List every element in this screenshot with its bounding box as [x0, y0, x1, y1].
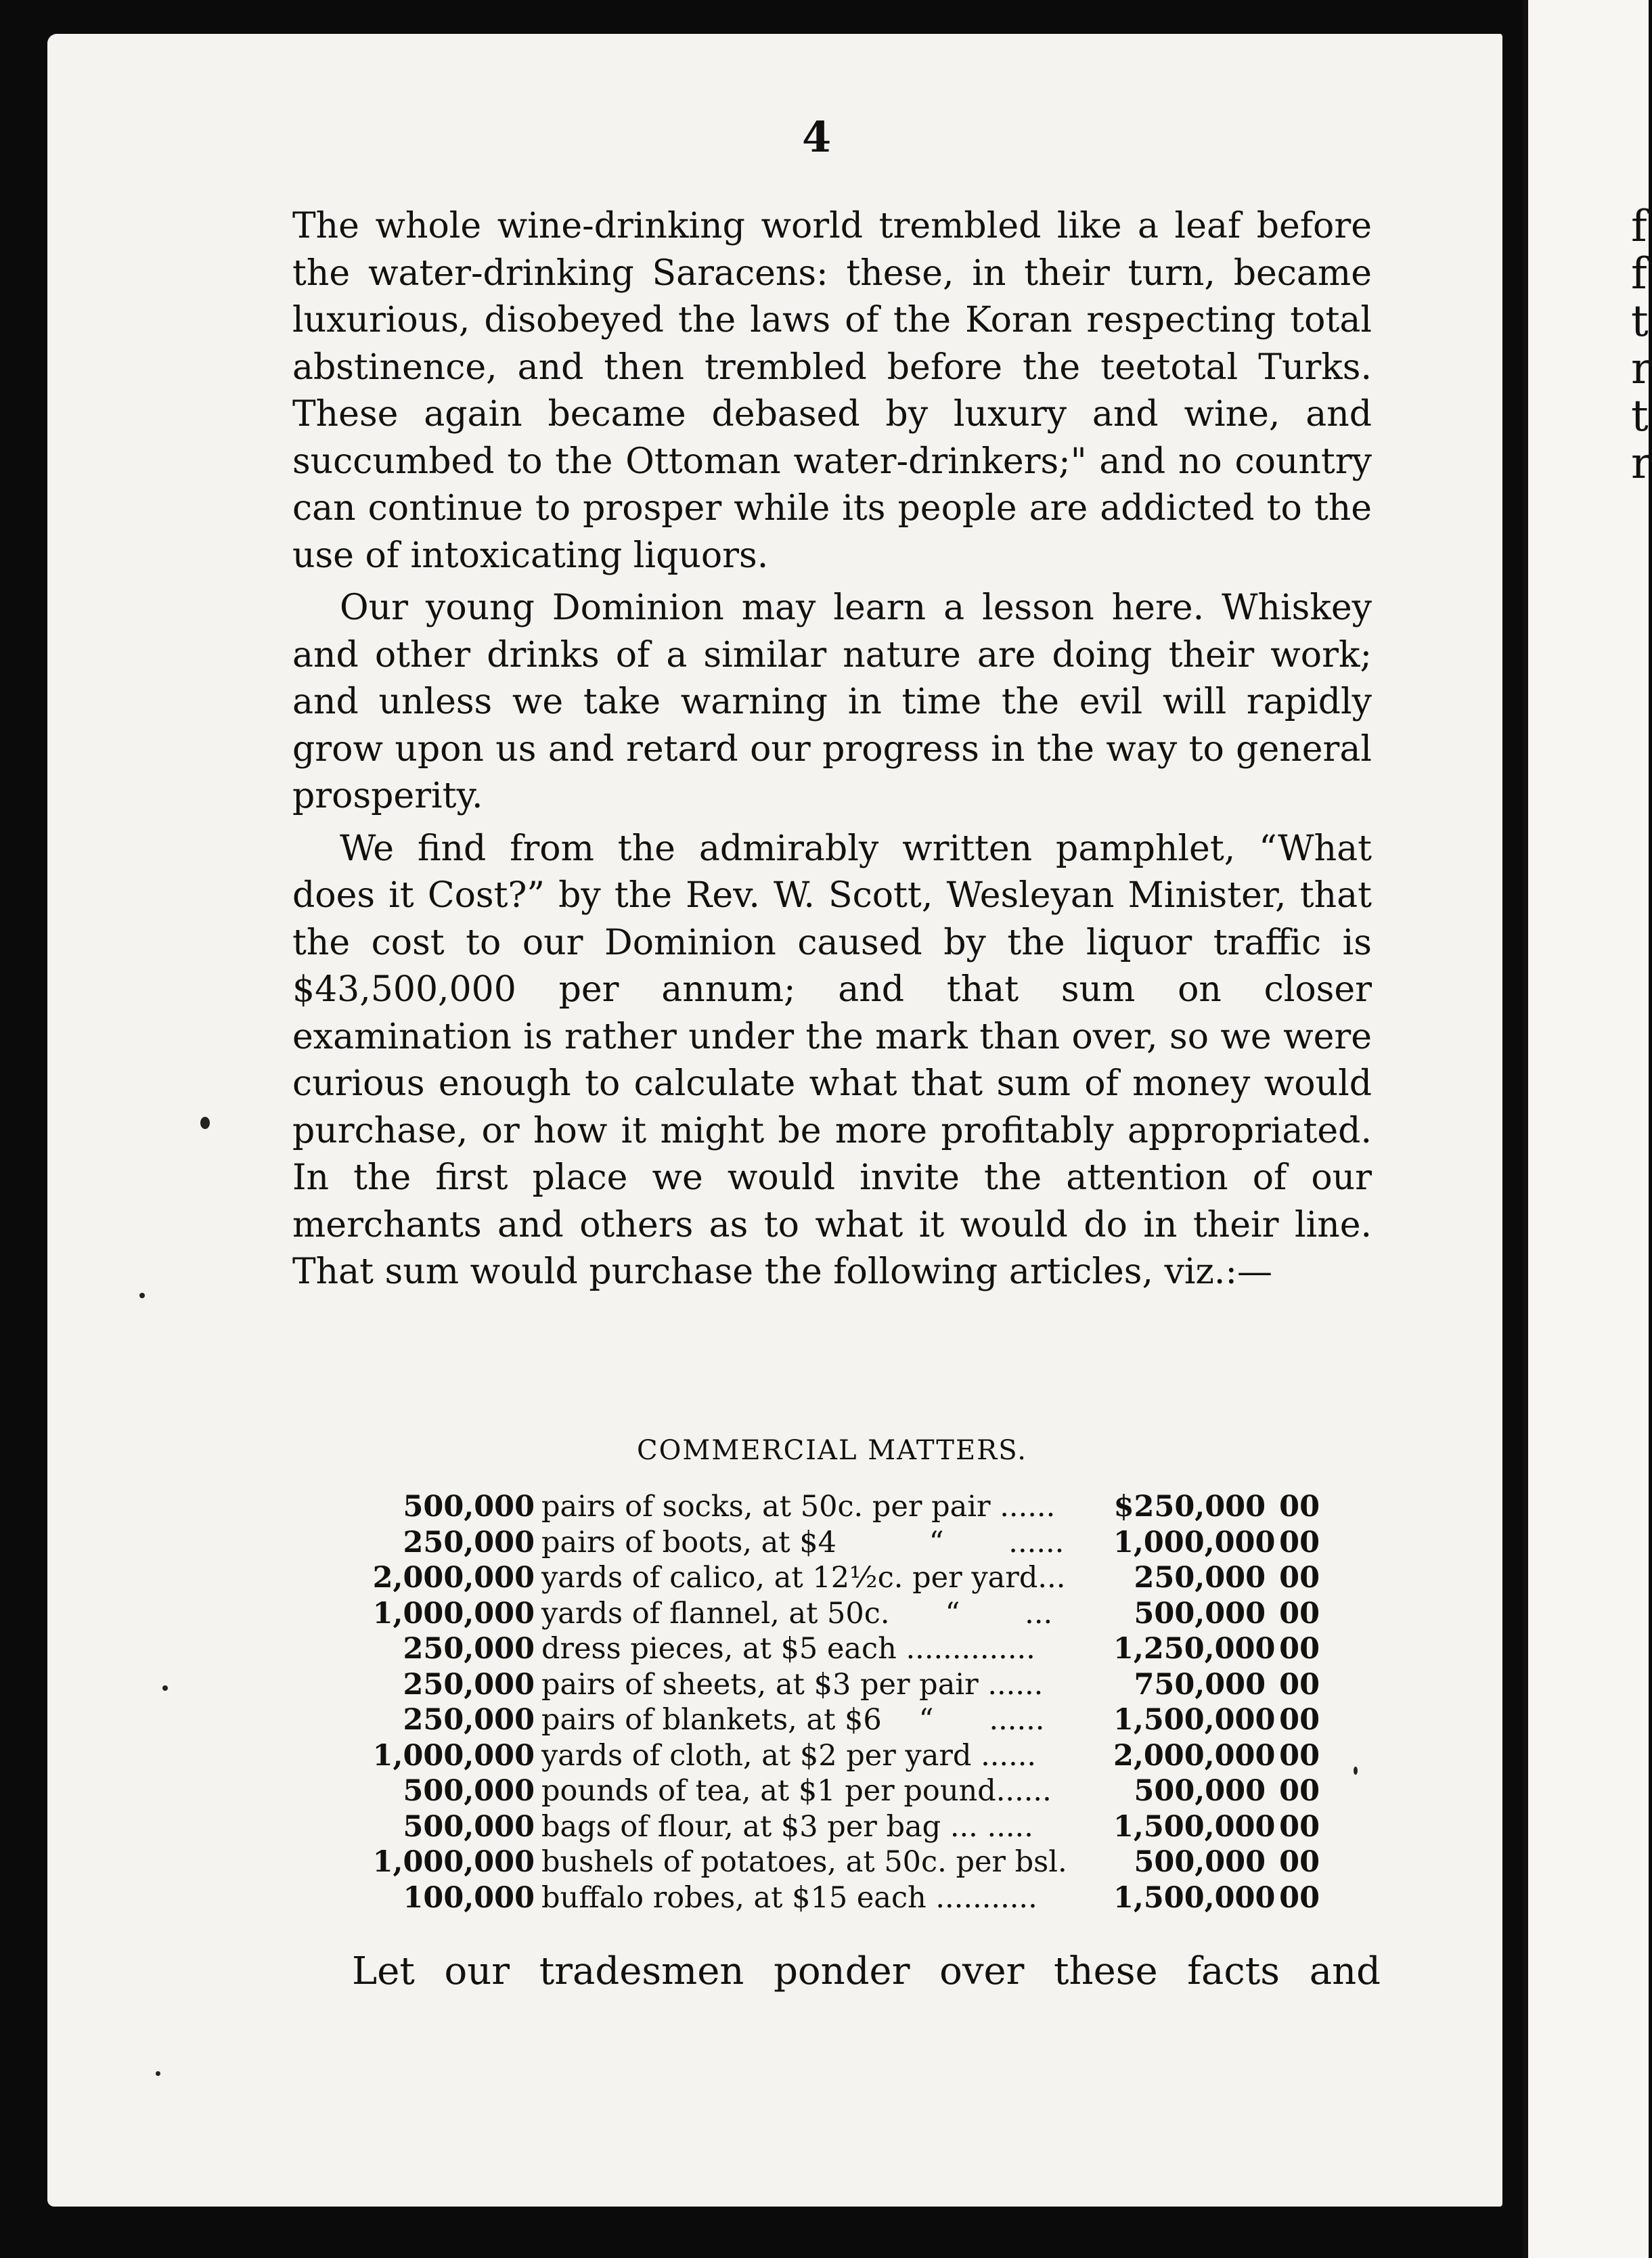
ledger-quantity: 250,000: [403, 1525, 535, 1559]
ledger-quantity: 250,000: [403, 1667, 535, 1702]
ledger-quantity: 1,000,000: [372, 1596, 535, 1631]
ledger-cents: 00: [1279, 1561, 1320, 1595]
ledger-cents: 00: [1279, 1490, 1320, 1524]
ledger-amount: 250,000: [1134, 1561, 1266, 1595]
ledger-row: [352, 1702, 1326, 1738]
ledger-amount: 1,500,000: [1113, 1703, 1276, 1737]
ledger-amount: 1,500,000: [1113, 1809, 1276, 1844]
ledger-cents: 00: [1279, 1667, 1320, 1702]
ledger-cents: 00: [1279, 1845, 1320, 1879]
facing-page-glyph: f: [1631, 249, 1647, 299]
ledger-row: [352, 1489, 1326, 1525]
ledger-cents: 00: [1279, 1703, 1320, 1737]
ledger-row: [352, 1667, 1326, 1703]
ledger-amount: 500,000: [1134, 1774, 1266, 1808]
ledger-amount: 500,000: [1134, 1596, 1266, 1631]
ledger-amount: 2,000,000: [1113, 1738, 1276, 1773]
ledger-quantity: 1,000,000: [372, 1738, 535, 1773]
ledger-quantity: 500,000: [403, 1774, 535, 1808]
ledger-quantity: 100,000: [403, 1880, 535, 1915]
ledger-amount: 750,000: [1134, 1667, 1266, 1702]
ledger-amount: 500,000: [1134, 1845, 1266, 1879]
ledger-row: [352, 1596, 1326, 1632]
ledger-row: [352, 1773, 1326, 1809]
paragraph: We find from the admirably written pamphlet, “What does it Cost?” by the Rev. W. Scott, Wesleyan Minister, that the cost to our Dominion caused by the liquor traffic is $43,500,000 per annum; and that sum on closer examination is rather under the mark than over, so we were curious enough to calculate what that sum of money would purchase, or how it might be more profitably appropriated. In the first place we would invite the attention of our merchants and others as to what it would do in their line. That sum would purchase the following articles, viz.:—: [292, 828, 1372, 1292]
ledger-quantity: 500,000: [403, 1809, 535, 1844]
ledger-description: pairs of boots, at $4 “ ......: [541, 1525, 1065, 1559]
facing-page-glyph: f: [1631, 202, 1647, 252]
ledger-description: bushels of potatoes, at 50c. per bsl.: [541, 1845, 1067, 1879]
section-heading: COMMERCIAL MATTERS.: [637, 1435, 1027, 1466]
ledger-amount: 1,500,000: [1113, 1880, 1276, 1915]
speck: [156, 2071, 160, 2076]
ledger-quantity: 250,000: [403, 1632, 535, 1666]
ledger-row: [352, 1738, 1326, 1774]
facing-page-edge: [1523, 0, 1652, 2258]
commercial-ledger: [352, 1489, 1326, 1916]
facing-page-glyphs: [1631, 202, 1652, 489]
speck: [139, 1293, 145, 1298]
paragraph: The whole wine-drinking world trembled like a leaf before the water-drinking Saracens: these, in their turn, became luxurious, disobeyed the laws of the Koran respecting total abstinence, and then trembled before the teetotal Turks. These again became debased by luxury and wine, and succumbed to the Ottoman water-drinkers;" and no country can continue to prosper while its people are addicted to the use of intoxicating liquors.: [292, 206, 1372, 576]
ledger-description: bags of flour, at $3 per bag ... .....: [541, 1809, 1033, 1844]
ledger-cents: 00: [1279, 1596, 1320, 1631]
ledger-description: yards of calico, at 12½c. per yard...: [541, 1561, 1066, 1595]
ledger-cents: 00: [1279, 1774, 1320, 1808]
ledger-cents: 00: [1279, 1880, 1320, 1915]
ledger-description: yards of cloth, at $2 per yard ......: [541, 1738, 1037, 1773]
ledger-description: pairs of sheets, at $3 per pair ......: [541, 1667, 1044, 1702]
facing-page-glyph: r: [1631, 344, 1652, 394]
ledger-quantity: 2,000,000: [372, 1561, 535, 1595]
ledger-description: pairs of socks, at 50c. per pair ......: [541, 1490, 1056, 1524]
ledger-row: [352, 1525, 1326, 1561]
ledger-amount: $250,000: [1113, 1490, 1266, 1524]
ledger-description: buffalo robes, at $15 each ...........: [541, 1880, 1037, 1915]
speck: [200, 1117, 210, 1129]
ledger-cents: 00: [1279, 1809, 1320, 1844]
ledger-quantity: 1,000,000: [372, 1845, 535, 1879]
ledger-description: yards of flannel, at 50c. “ ...: [541, 1596, 1053, 1631]
facing-page-glyph: r: [1631, 439, 1652, 489]
page-gutter-line: [1523, 0, 1528, 2258]
closing-line: Let our tradesmen ponder over these facts and: [352, 1949, 1381, 1993]
facing-page-glyph: t: [1631, 391, 1649, 441]
speck: [1354, 1767, 1358, 1775]
ledger-description: pairs of blankets, at $6 “ ......: [541, 1703, 1045, 1737]
speck: [162, 1685, 168, 1691]
ledger-row: [352, 1880, 1326, 1916]
facing-page-glyph: t: [1631, 296, 1649, 347]
ledger-description: dress pieces, at $5 each ..............: [541, 1632, 1035, 1666]
page-number: 4: [802, 112, 832, 162]
ledger-row: [352, 1844, 1326, 1880]
ledger-quantity: 500,000: [403, 1490, 535, 1524]
paragraph: Our young Dominion may learn a lesson here. Whiskey and other drinks of a similar nature are doing their work; and unless we take warning in time the evil will rapidly grow upon us and retard our progress in the way to general prosperity.: [292, 588, 1372, 816]
ledger-cents: 00: [1279, 1632, 1320, 1666]
ledger-cents: 00: [1279, 1738, 1320, 1773]
ledger-amount: 1,000,000: [1113, 1525, 1276, 1559]
ledger-row: [352, 1560, 1326, 1596]
ledger-cents: 00: [1279, 1525, 1320, 1559]
ledger-row: [352, 1631, 1326, 1667]
ledger-quantity: 250,000: [403, 1703, 535, 1737]
ledger-row: [352, 1809, 1326, 1845]
ledger-description: pounds of tea, at $1 per pound......: [541, 1774, 1052, 1808]
ledger-amount: 1,250,000: [1113, 1632, 1276, 1666]
body-text: [292, 203, 1372, 1302]
